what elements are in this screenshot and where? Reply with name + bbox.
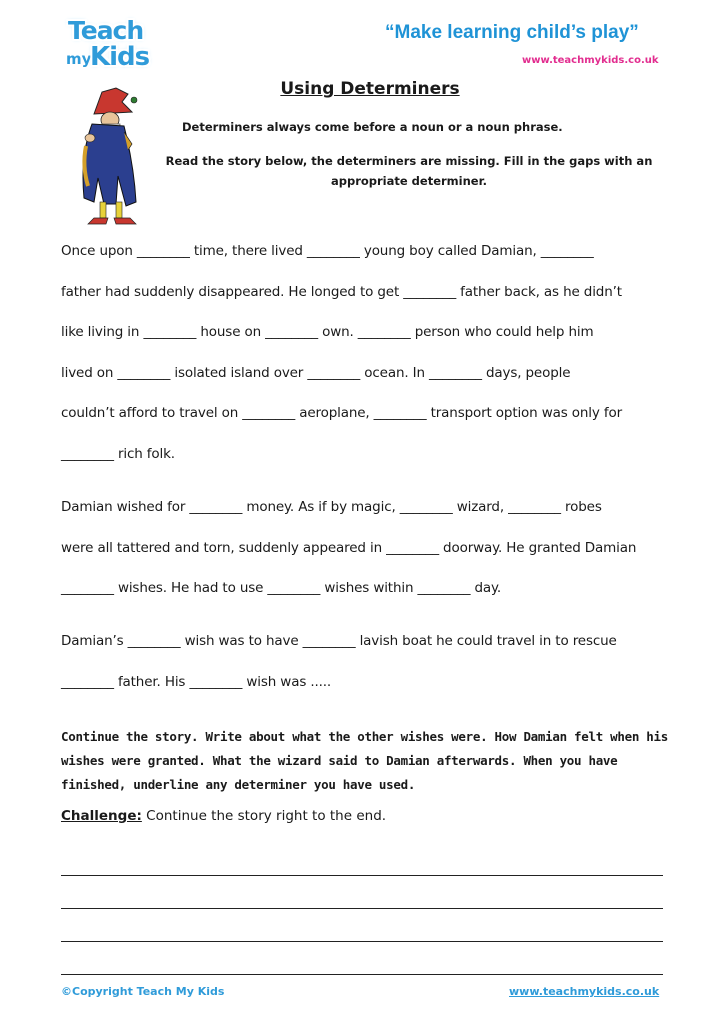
writing-line[interactable] [61,875,663,876]
slogan: “Make learning child’s play” [385,22,639,43]
story-line-10: Damian’s ________ wish was to have ________ lavish boat he could travel in to rescue [61,633,617,649]
teach-my-kids-logo [60,12,172,78]
challenge-text: Continue the story right to the end. [141,808,387,824]
story-line-4: lived on ________ isolated island over ________ ocean. In ________ days, people [61,365,571,381]
story-line-11: ________ father. His ________ wish was ..... [61,674,332,690]
task-instructions: Continue the story. Write about what the other wishes were. How Damian felt when his wishes were granted. What the wizard said to Damian afterwards. When you have finished, underline any determiner you have used. [61,729,668,792]
website-footer-link[interactable]: www.teachmykids.co.uk [509,985,660,998]
writing-line[interactable] [61,974,663,975]
story-line-3: like living in ________ house on ________ own. ________ person who could help him [61,324,594,340]
intro-line-2: Read the story below, the determiners are missing. Fill in the gaps with an appropriate determiner. [165,154,653,188]
story-line-1: Once upon ________ time, there lived ________ young boy called Damian, ________ [61,243,594,259]
logo-my-text: my [66,50,92,68]
writing-line[interactable] [61,941,663,942]
challenge-line [61,808,386,824]
logo-teach-text: Teach [68,16,144,45]
writing-line[interactable] [61,908,663,909]
story-line-7: Damian wished for ________ money. As if by magic, ________ wizard, ________ robes [61,499,602,515]
story-line-8: were all tattered and torn, suddenly appeared in ________ doorway. He granted Damian [61,540,637,556]
story-line-6: ________ rich folk. [61,446,175,462]
website-header-link[interactable]: www.teachmykids.co.uk [522,55,659,66]
copyright-notice: ©Copyright Teach My Kids [61,985,225,998]
story-line-9: ________ wishes. He had to use ________ wishes within ________ day. [61,580,502,596]
story-line-5: couldn’t afford to travel on ________ aeroplane, ________ transport option was only for [61,405,622,421]
page-title: Using Determiners [280,79,460,99]
wizard-illustration [72,86,154,228]
story-line-2: father had suddenly disappeared. He longed to get ________ father back, as he didn’t [61,284,622,300]
intro-line-1: Determiners always come before a noun or a noun phrase. [182,120,563,134]
challenge-label: Challenge: [61,808,142,824]
logo-kids-text: Kids [90,42,150,72]
